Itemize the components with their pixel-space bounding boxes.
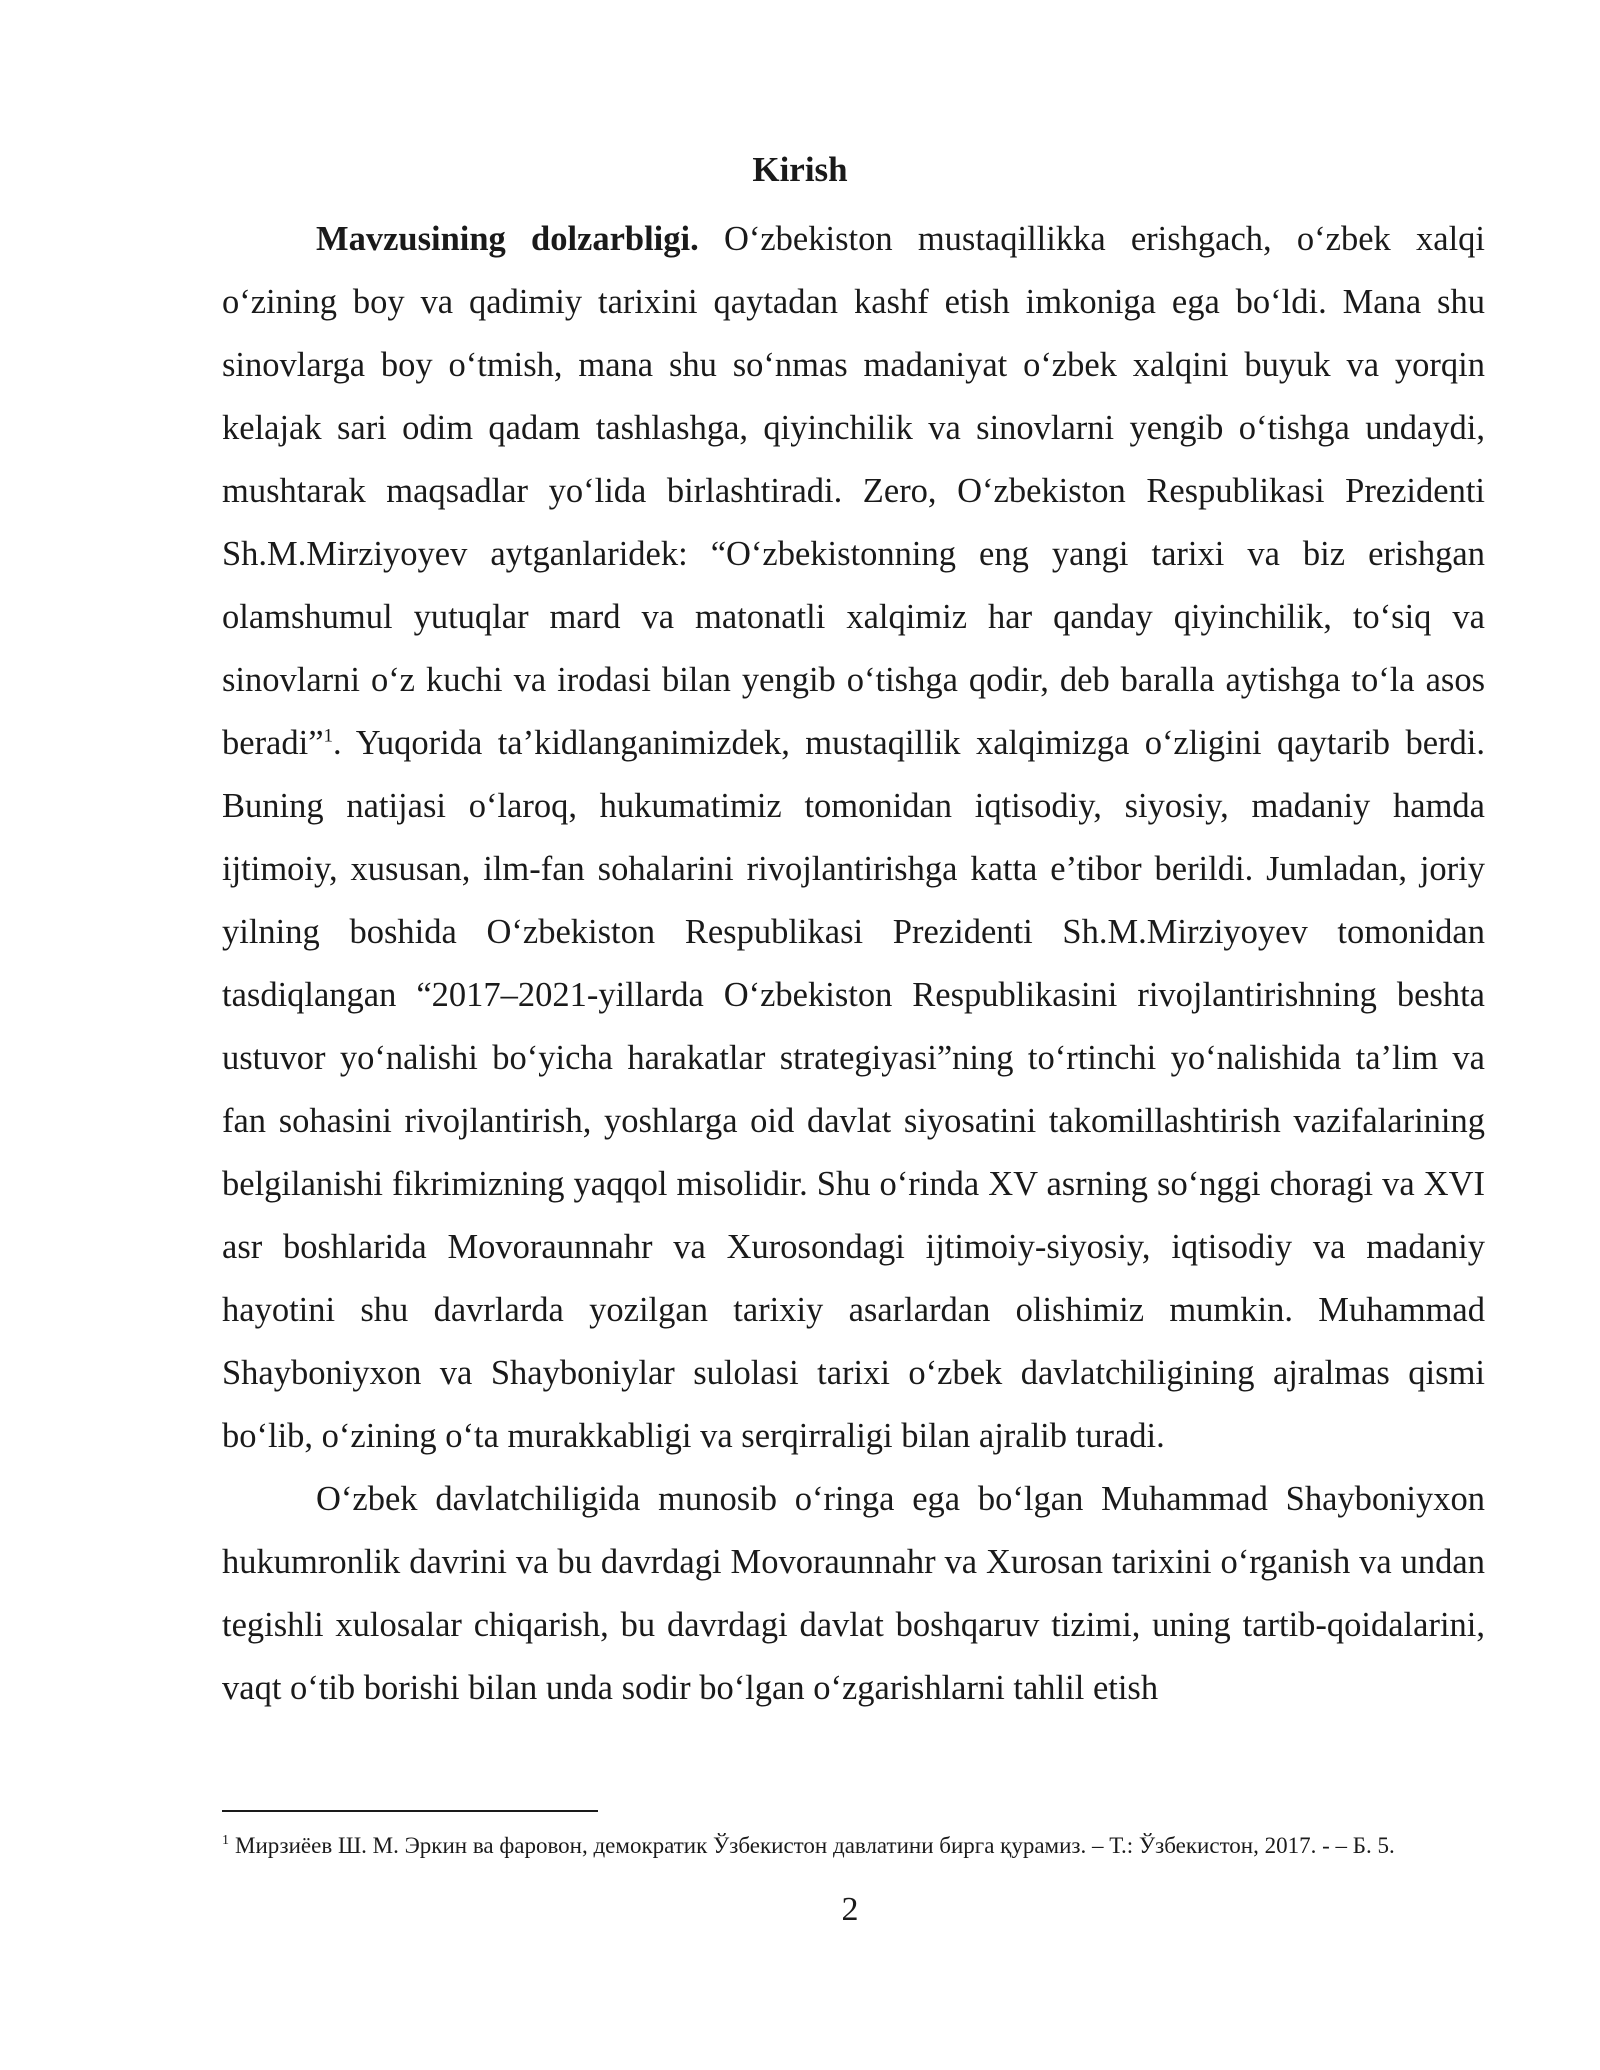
paragraph-second: O‘zbek davlatchiligida munosib o‘ringa ega bo‘lgan Muhammad Shayboniyxon hukumronlik davrini va bu davrdagi Movoraunnahr va Xurosan tarixini o‘rganish va undan tegishli xulosalar chiqarish, bu davrdagi davlat boshqaruv tizimi, uning tartib-qoidalarini, vaqt o‘tib borishi bilan unda sodir bo‘lgan o‘zgarishlarni tahlil etish (222, 1480, 1485, 1707)
paragraph-text-part1: O‘zbekiston mustaqillikka erishgach, o‘zbek xalqi o‘zining boy va qadimiy tarixini qaytadan kashf etish imkoniga ega bo‘ldi. Mana shu sinovlarga boy o‘tmish, mana shu so‘nmas madaniyat o‘zbek xalqini buyuk va yorqin kelajak sari odim qadam tashlashga, qiyinchilik va sinovlarni yengib o‘tishga undaydi, mushtarak maqsadlar yo‘lida birlashtiradi. Zero, O‘zbekiston Respublikasi Prezidenti Sh.M.Mirziyoyev aytganlaridek: “O‘zbekistonning eng yangi tarixi va biz erishgan olamshumul yutuqlar mard va matonatli xalqimiz har qanday qiyinchilik, to‘siq va sinovlarni o‘z kuchi va irodasi bilan yengib o‘tishga qodir, deb baralla aytishga to‘la asos beradi” (222, 220, 1485, 762)
footnote (222, 1830, 1485, 1861)
footnote-text: Мирзиёев Ш. М. Эркин ва фаровон, демократик Ўзбекистон давлатини бирга қурамиз. – Т.: Ўзбекистон, 2017. - – Б. 5. (235, 1833, 1395, 1858)
body-text (222, 208, 1485, 1720)
paragraph-lead: Mavzusining dolzarbligi. (316, 220, 699, 258)
section-heading: Kirish (752, 150, 848, 189)
footnote-separator (222, 1810, 598, 1812)
page-number: 2 (841, 1891, 859, 1928)
footnote-mark: 1 (222, 1833, 229, 1849)
paragraph-text-part2: . Yuqorida ta’kidlanganimizdek, mustaqillik xalqimizga o‘zligini qaytarib berdi. Buning natijasi o‘laroq, hukumatimiz tomonidan iqtisodiy, siyosiy, madaniy hamda ijtimoiy, xususan, ilm-fan sohalarini rivojlantirishga katta e’tibor berildi. Jumladan, joriy yilning boshida O‘zbekiston Respublikasi Prezidenti Sh.M.Mirziyoyev tomonidan tasdiqlangan “2017–2021-yillarda O‘zbekiston Respublikasini rivojlantirishning beshta ustuvor yo‘nalishi bo‘yicha harakatlar strategiyasi”ning to‘rtinchi yo‘nalishida ta’lim va fan sohasini rivojlantirish, yoshlarga oid davlat siyosatini takomillashtirish vazifalarining belgilanishi fikrimizning yaqqol misolidir. Shu o‘rinda XV asrning so‘nggi choragi va XVI asr boshlarida Movoraunnahr va Xurosondagi ijtimoiy-siyosiy, iqtisodiy va madaniy hayotini shu davrlarda yozilgan tarixiy asarlardan olishimiz mumkin. Muhammad Shayboniyxon va Shayboniylar sulolasi tarixi o‘zbek davlatchiligining ajralmas qismi bo‘lib, o‘zining o‘ta murakkabligi va serqirraligi bilan ajralib turadi. (222, 724, 1485, 1455)
paragraph-relevance (222, 208, 1485, 1468)
footnote-reference[interactable]: 1 (323, 725, 334, 747)
